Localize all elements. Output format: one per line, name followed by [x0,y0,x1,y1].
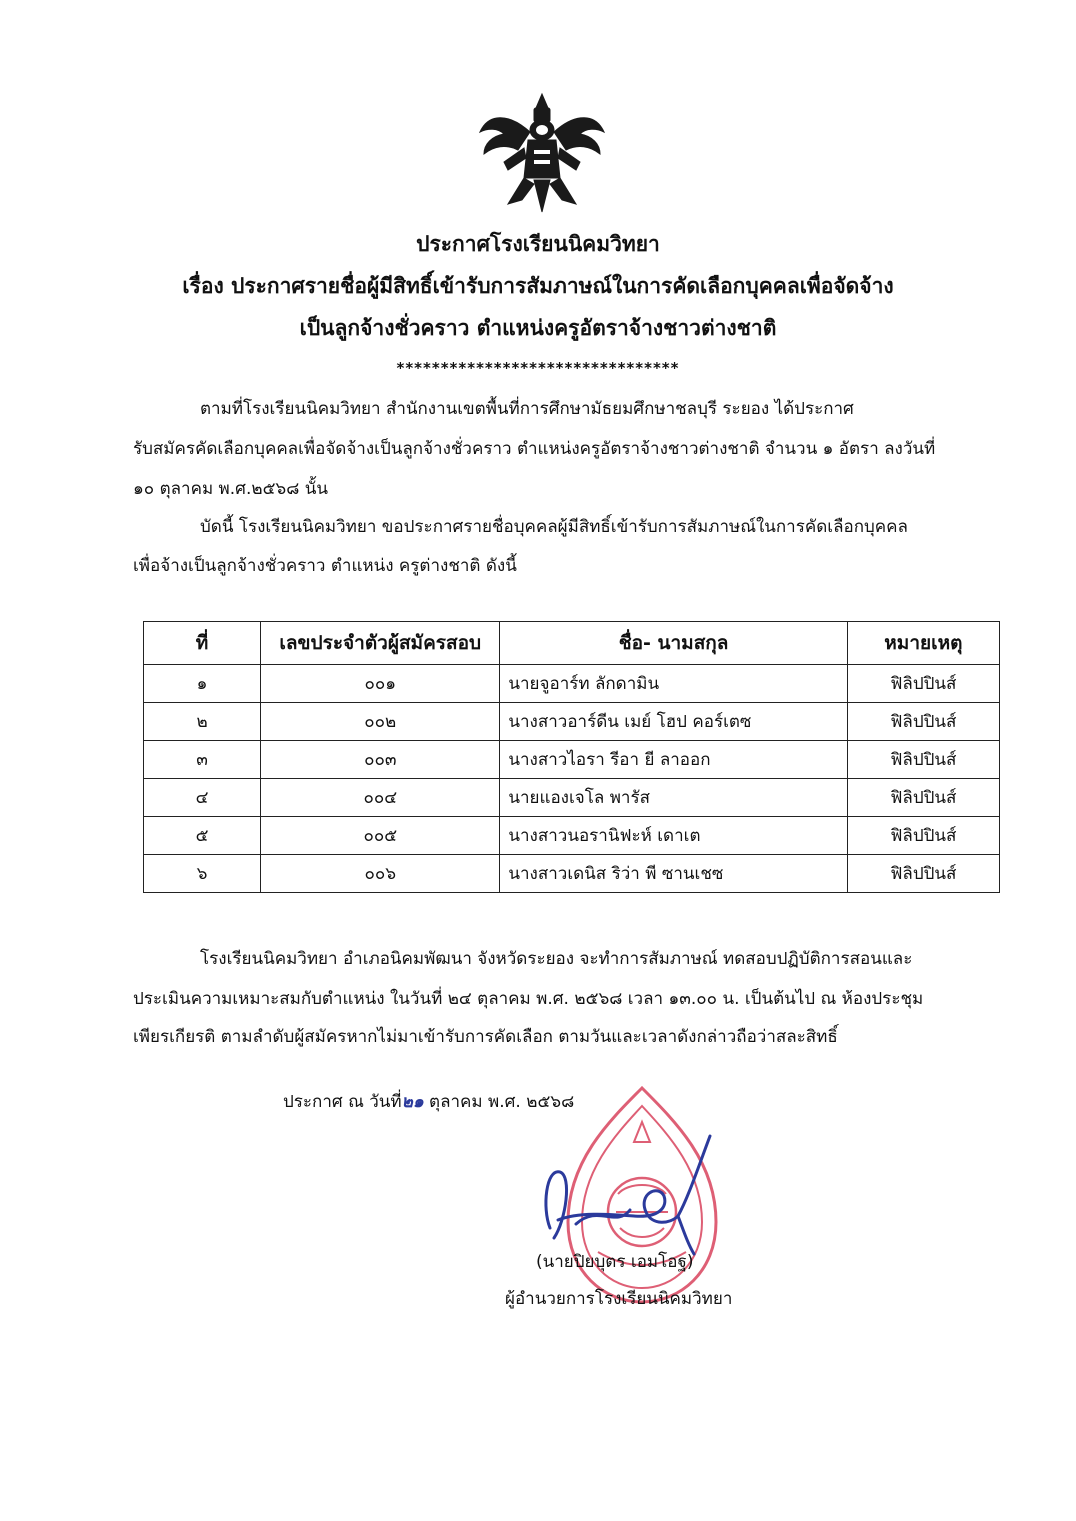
signer-name: (นายปิยบุตร เอมโอฐ) [536,1252,694,1272]
intro-paragraph-1-line2: รับสมัครคัดเลือกบุคคลเพื่อจัดจ้างเป็นลูกจ้างชั่วคราว ตำแหน่งครูอัตราจ้างชาวต่างชาติ จำนวน ๑ อัตรา ลงวันที่ [133,439,936,459]
closing-paragraph-line2: ประเมินความเหมาะสมกับตำแหน่ง ในวันที่ ๒๔ ตุลาคม พ.ศ. ๒๕๖๘ เวลา ๑๓.๐๐ น. เป็นต้นไป ณ ห้องประชุม [133,989,924,1009]
col-header-no: ที่ [144,622,261,665]
table-row [144,855,1000,893]
intro-paragraph-2: บัดนี้ โรงเรียนนิคมวิทยา ขอประกาศรายชื่อบุคคลผู้มีสิทธิ์เข้ารับการสัมภาษณ์ในการคัดเลือกบุคคล [200,517,908,537]
handwritten-signature-icon [538,1128,723,1263]
cell-no: ๑ [144,665,261,703]
cell-note: ฟิลิปปินส์ [847,817,999,855]
cell-no: ๔ [144,779,261,817]
cell-note: ฟิลิปปินส์ [847,741,999,779]
cell-no: ๖ [144,855,261,893]
announce-date-prefix: ประกาศ ณ วันที่ [283,1092,402,1112]
cell-id: ๐๐๔ [261,779,500,817]
col-header-id: เลขประจำตัวผู้สมัครสอบ [261,622,500,665]
table-row [144,741,1000,779]
cell-no: ๕ [144,817,261,855]
separator-line: ******************************** [396,359,680,377]
announce-date-suffix: ตุลาคม พ.ศ. ๒๕๖๘ [423,1092,575,1112]
closing-paragraph-line3: เพียรเกียรติ ตามลำดับผู้สมัครหากไม่มาเข้ารับการคัดเลือก ตามวันและเวลาดังกล่าวถือว่าสละสิทธิ์ [133,1027,838,1047]
cell-name: นางสาวไอรา รีอา ยี ลาออก [500,741,847,779]
intro-paragraph-1: ตามที่โรงเรียนนิคมวิทยา สำนักงานเขตพื้นที่การศึกษามัธยมศึกษาชลบุรี ระยอง ได้ประกาศ [200,399,854,419]
col-header-name: ชื่อ- นามสกุล [500,622,847,665]
cell-note: ฟิลิปปินส์ [847,855,999,893]
intro-paragraph-2-line2: เพื่อจ้างเป็นลูกจ้างชั่วคราว ตำแหน่ง ครูต่างชาติ ดังนี้ [133,556,517,576]
cell-name: นางสาวนอรานิฟะห์ เดาเต [500,817,847,855]
garuda-emblem-icon [478,92,606,216]
table-row [144,817,1000,855]
cell-name: นายจูอาร์ท ลักดามิน [500,665,847,703]
signer-position: ผู้อำนวยการโรงเรียนนิคมวิทยา [505,1289,733,1309]
intro-paragraph-1-line3: ๑๐ ตุลาคม พ.ศ.๒๕๖๘ นั้น [133,479,328,499]
cell-id: ๐๐๖ [261,855,500,893]
candidate-table [143,621,1000,893]
cell-note: ฟิลิปปินส์ [847,703,999,741]
cell-name: นายแองเจโล พารัส [500,779,847,817]
closing-paragraph: โรงเรียนนิคมวิทยา อำเภอนิคมพัฒนา จังหวัดระยอง จะทำการสัมภาษณ์ ทดสอบปฏิบัติการสอนและ [200,949,913,969]
announcement-subject-cont: เป็นลูกจ้างชั่วคราว ตำแหน่งครูอัตราจ้างชาวต่างชาติ [299,316,777,340]
table-row [144,665,1000,703]
cell-name: นางสาวอาร์ดีน เมย์ โฮป คอร์เตซ [500,703,847,741]
cell-no: ๓ [144,741,261,779]
announcement-subject: เรื่อง ประกาศรายชื่อผู้มีสิทธิ์เข้ารับการสัมภาษณ์ในการคัดเลือกบุคคลเพื่อจัดจ้าง [182,274,894,298]
announce-date [283,1088,574,1115]
cell-name: นางสาวเดนิส ริว่า พี ซานเชซ [500,855,847,893]
cell-note: ฟิลิปปินส์ [847,779,999,817]
table-row [144,779,1000,817]
cell-id: ๐๐๓ [261,741,500,779]
cell-note: ฟิลิปปินส์ [847,665,999,703]
cell-id: ๐๐๒ [261,703,500,741]
col-header-note: หมายเหตุ [847,622,999,665]
cell-no: ๒ [144,703,261,741]
cell-id: ๐๐๑ [261,665,500,703]
table-row [144,703,1000,741]
table-header-row [144,622,1000,665]
cell-id: ๐๐๕ [261,817,500,855]
announce-date-day: ๒๑ [401,1092,424,1112]
announcement-title: ประกาศโรงเรียนนิคมวิทยา [416,232,660,256]
